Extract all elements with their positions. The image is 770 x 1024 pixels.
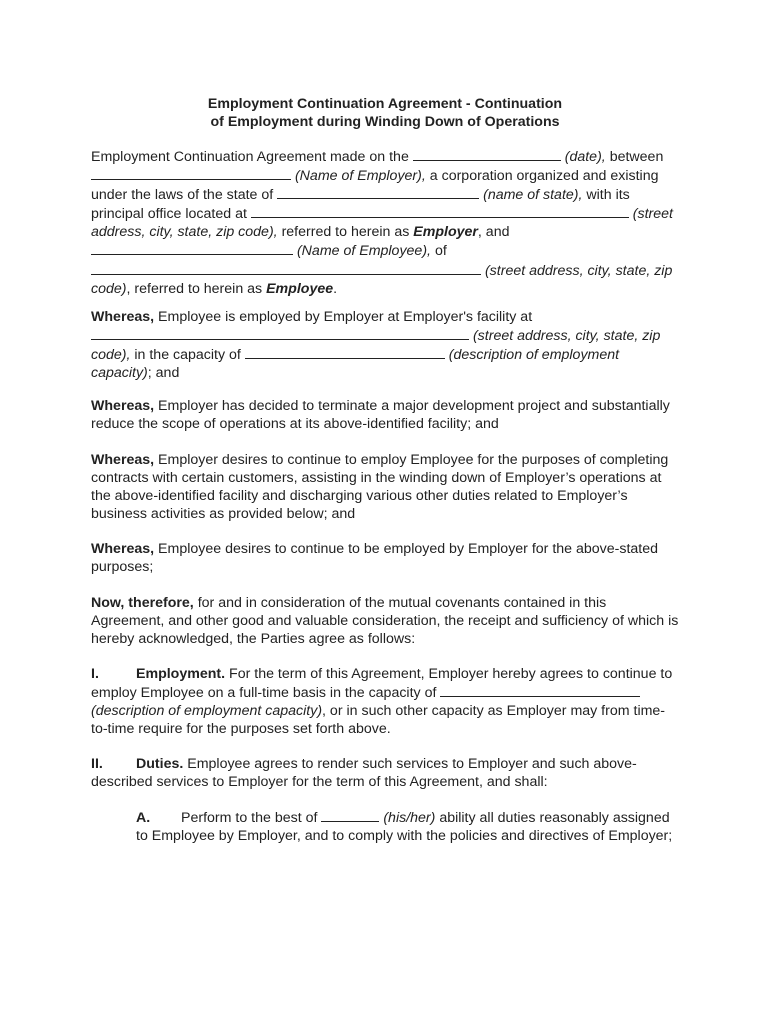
intro-text: Employment Continuation Agreement made on the bbox=[91, 149, 413, 165]
now-therefore-paragraph bbox=[91, 594, 679, 648]
duty-item-a bbox=[136, 808, 679, 845]
employee-term: Employee bbox=[266, 280, 334, 297]
employment-capacity-label: (description of employment capacity) bbox=[91, 703, 323, 720]
intro-text: . bbox=[333, 280, 338, 297]
intro-text: , referred to herein as bbox=[126, 280, 267, 297]
whereas-lead: Whereas, bbox=[91, 541, 155, 557]
whereas-text: Employee is employed by Employer at Employer's facility at bbox=[154, 309, 533, 325]
item-letter: A. bbox=[136, 810, 151, 826]
title-line-1: Employment Continuation Agreement - Continuation bbox=[207, 96, 563, 112]
section-heading: Duties. bbox=[136, 756, 184, 772]
date-label: (date), bbox=[564, 149, 606, 165]
employment-capacity-blank bbox=[440, 683, 640, 697]
capacity-label: (description of employment capacity) bbox=[91, 347, 620, 382]
whereas-lead: Whereas, bbox=[91, 398, 155, 414]
intro-text: a corporation organized and existing under the laws of the state of bbox=[91, 168, 659, 204]
section-employment bbox=[91, 665, 679, 738]
employer-name-blank bbox=[91, 166, 291, 180]
section-number: II. bbox=[91, 756, 103, 772]
employee-address-blank bbox=[91, 261, 481, 275]
document-title bbox=[91, 95, 679, 131]
intro-text: referred to herein as bbox=[277, 224, 414, 241]
employee-name-blank bbox=[91, 241, 293, 255]
facility-address-label: (street address, city, state, zip code), bbox=[91, 328, 661, 364]
item-text: Perform to the best of bbox=[181, 810, 322, 826]
whereas-paragraph-3 bbox=[91, 451, 679, 523]
facility-address-blank bbox=[91, 326, 469, 340]
whereas-paragraph-2 bbox=[91, 397, 679, 433]
intro-text: with its principal office located at bbox=[91, 187, 630, 223]
address-label: (street address, city, state, zip code), bbox=[91, 206, 674, 241]
employer-name-label: (Name of Employer), bbox=[294, 168, 426, 185]
section-text: For the term of this Agreement, Employer hereby agrees to continue to employ Employee on a full-time basis in the capacity of bbox=[91, 666, 673, 702]
employee-name-label: (Name of Employee), bbox=[296, 243, 431, 260]
date-blank bbox=[413, 147, 561, 161]
pronoun-label: (his/her) bbox=[383, 810, 436, 826]
whereas-text: Employee desires to continue to be employed by Employer for the above-stated purposes; bbox=[91, 541, 659, 576]
whereas-paragraph-4 bbox=[91, 540, 679, 576]
intro-text: , and bbox=[477, 224, 510, 241]
now-therefore-text: for and in consideration of the mutual covenants contained in this Agreement, and other good and valuable consideration, the receipt and sufficiency of which is hereby acknowledged, the Parties agree as follows: bbox=[91, 595, 679, 648]
whereas-lead: Whereas, bbox=[91, 452, 155, 468]
pronoun-blank bbox=[321, 808, 379, 822]
employee-address-label: (street address, city, state, zip code) bbox=[91, 262, 673, 297]
section-duties bbox=[91, 755, 679, 791]
whereas-paragraph-1 bbox=[91, 308, 679, 382]
state-label: (name of state), bbox=[483, 187, 583, 204]
intro-paragraph bbox=[91, 147, 679, 298]
section-text: Employee agrees to render such services to Employer and such above-described services to Employer for the term of this Agreement, and shall: bbox=[91, 756, 637, 791]
title-line-2: of Employment during Winding Down of Operations bbox=[210, 114, 560, 130]
whereas-text: ; and bbox=[147, 365, 180, 382]
now-therefore-lead: Now, therefore, bbox=[91, 595, 194, 611]
state-blank bbox=[277, 185, 479, 199]
section-text: , or in such other capacity as Employer may from time-to-time require for the purposes set forth above. bbox=[91, 703, 666, 738]
capacity-blank bbox=[245, 345, 445, 359]
whereas-text: Employer desires to continue to employ Employee for the purposes of completing contracts with certain customers, assisting in the winding down of Employer’s operations at the above-identified facility and discharging various other duties related to Employer’s business activities as provided below; and bbox=[91, 452, 669, 523]
whereas-lead: Whereas, bbox=[91, 309, 155, 325]
between-text: between bbox=[609, 149, 664, 165]
employer-address-blank bbox=[251, 204, 629, 218]
section-number: I. bbox=[91, 666, 99, 682]
item-text: ability all duties reasonably assigned to Employee by Employer, and to comply with the policies and directives of Employer; bbox=[136, 810, 673, 845]
employer-term: Employer bbox=[413, 224, 478, 241]
intro-text: of bbox=[431, 243, 447, 260]
section-heading: Employment. bbox=[136, 666, 226, 682]
whereas-text: in the capacity of bbox=[130, 347, 245, 364]
whereas-text: Employer has decided to terminate a major development project and substantially reduce the scope of operations at its above-identified facility; and bbox=[91, 398, 670, 433]
